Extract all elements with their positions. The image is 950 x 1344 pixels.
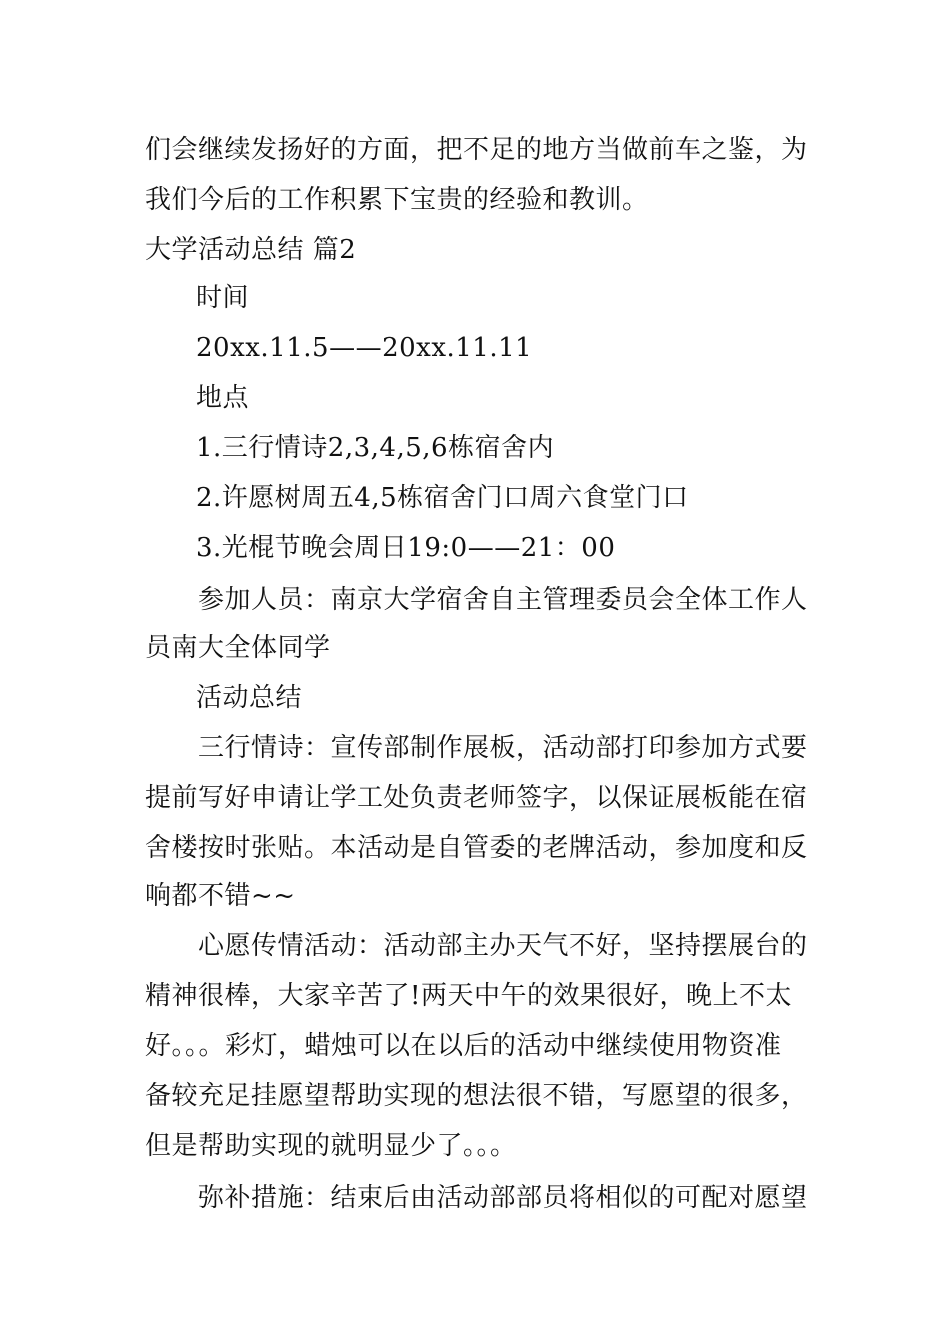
participants-line: 参加人员：南京大学宿舍自主管理委员会全体工作人: [198, 585, 808, 615]
section-heading: 大学活动总结 篇2: [145, 235, 357, 265]
paragraph-line: 三行情诗：宣传部制作展板，活动部打印参加方式要: [198, 733, 808, 763]
paragraph-line: 响都不错~~: [145, 881, 296, 911]
paragraph-line: 精神很棒，大家辛苦了!两天中午的效果很好，晚上不太: [145, 981, 792, 1011]
paragraph-line: 备较充足挂愿望帮助实现的想法很不错，写愿望的很多，: [145, 1081, 808, 1111]
paragraph-line: 我们今后的工作积累下宝贵的经验和教训。: [145, 185, 649, 215]
participants-line: 员南大全体同学: [145, 633, 331, 663]
location-label: 地点: [196, 383, 250, 413]
paragraph-line: 提前写好申请让学工处负责老师签字，以保证展板能在宿: [145, 783, 808, 813]
paragraph-line: 心愿传情活动：活动部主办天气不好，坚持摆展台的: [198, 931, 808, 961]
time-label: 时间: [196, 283, 250, 313]
paragraph-line: 舍楼按时张贴。本活动是自管委的老牌活动，参加度和反: [145, 833, 808, 863]
location-item-3: 3.光棍节晚会周日19:0——21：00: [196, 533, 616, 563]
paragraph-line: 们会继续发扬好的方面，把不足的地方当做前车之鉴，为: [145, 135, 808, 165]
location-item-2: 2.许愿树周五4,5栋宿舍门口周六食堂门口: [196, 483, 689, 513]
paragraph-line: 但是帮助实现的就明显少了。。。: [145, 1131, 517, 1161]
paragraph-line: 弥补措施：结束后由活动部部员将相似的可配对愿望: [198, 1183, 808, 1213]
summary-label: 活动总结: [196, 683, 303, 713]
time-value: 20xx.11.5——20xx.11.11: [196, 333, 533, 363]
paragraph-line: 好。。。彩灯，蜡烛可以在以后的活动中继续使用物资准: [145, 1031, 782, 1061]
location-item-1: 1.三行情诗2,3,4,5,6栋宿舍内: [196, 433, 555, 463]
